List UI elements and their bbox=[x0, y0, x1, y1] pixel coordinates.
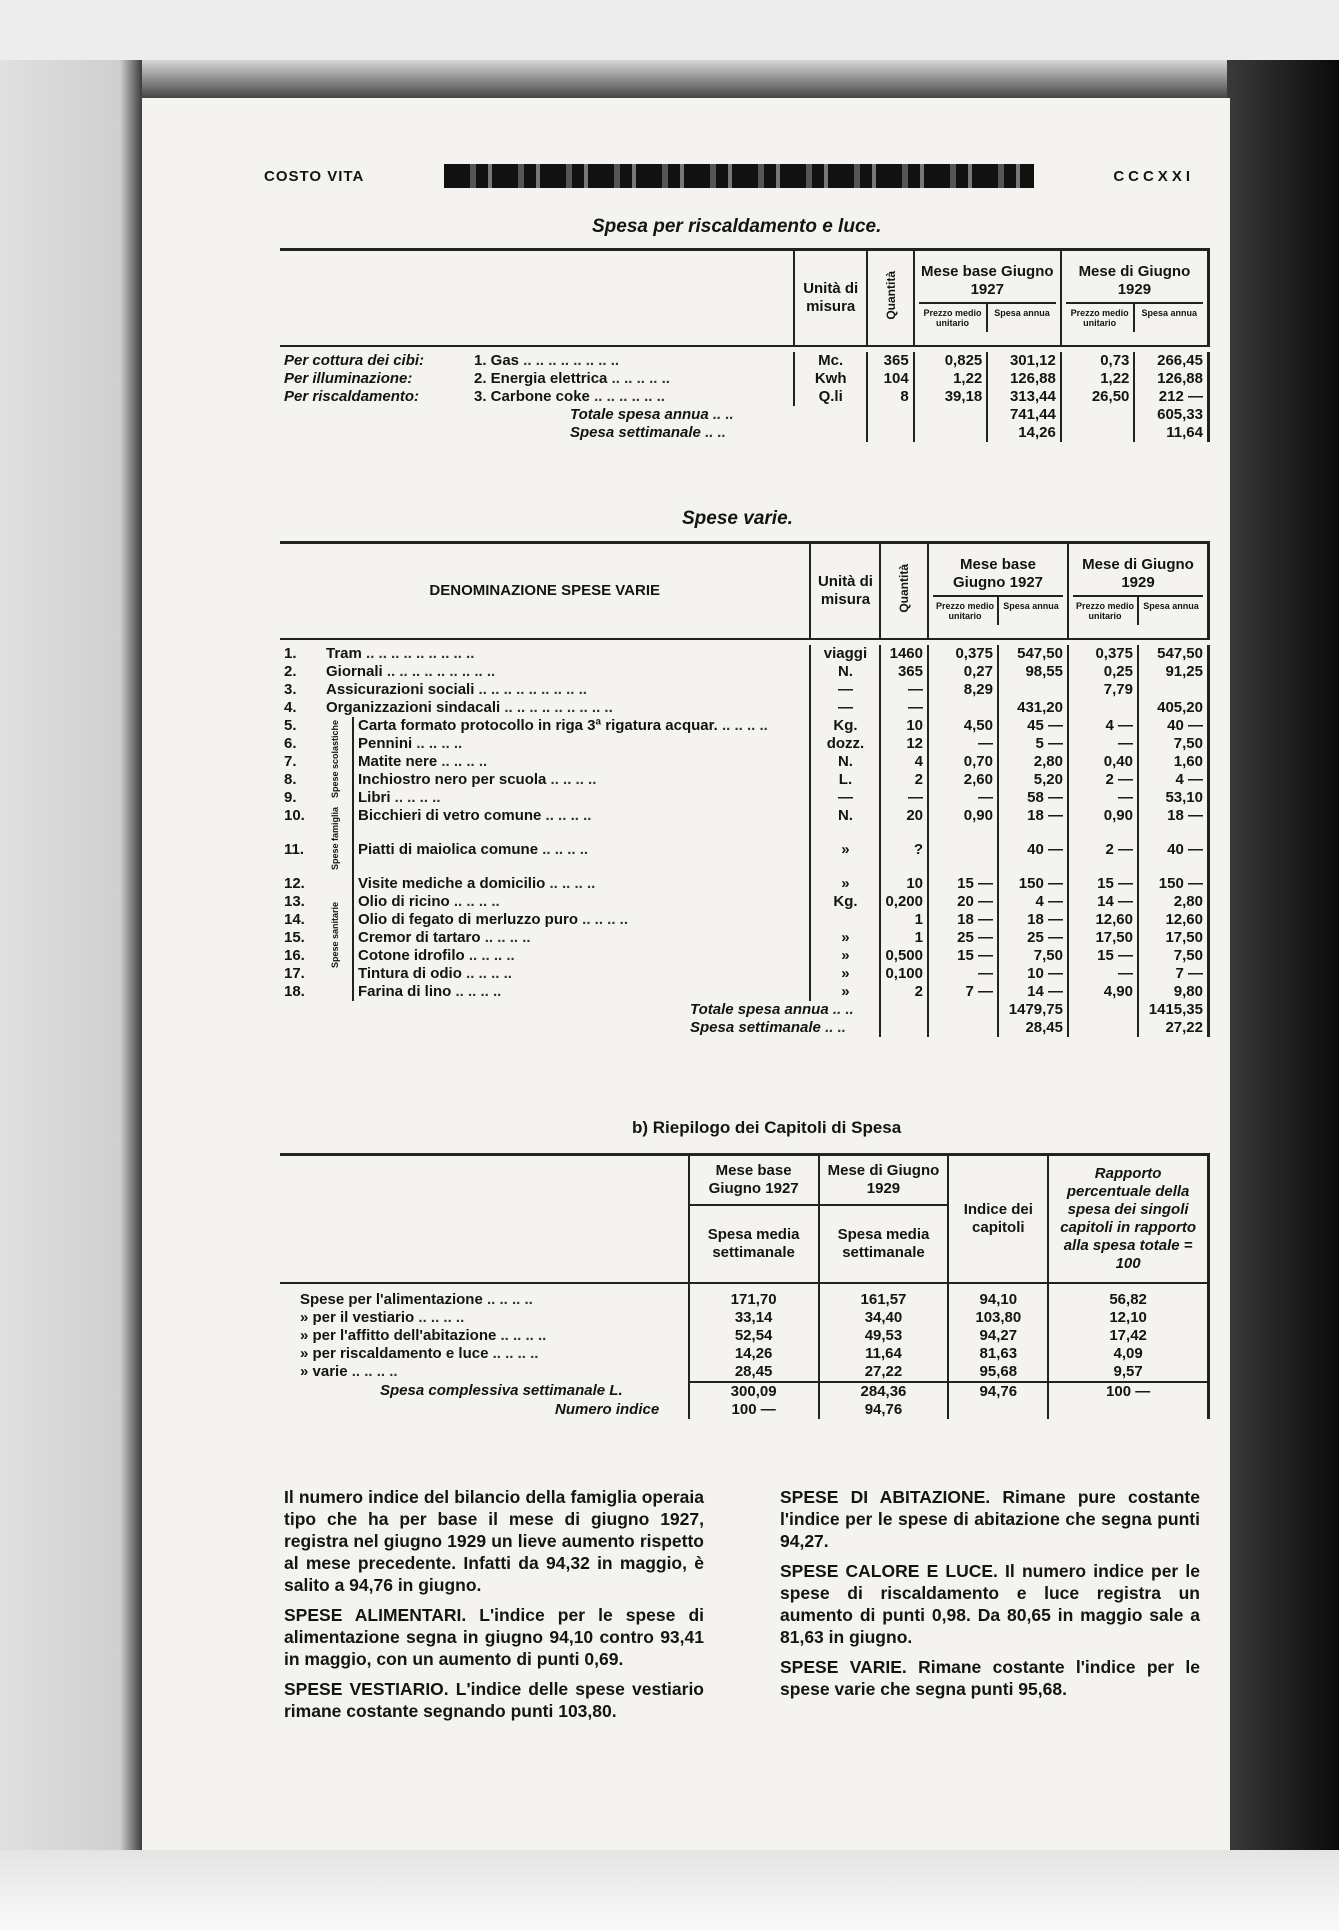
riep-index-29: 94,76 bbox=[819, 1401, 949, 1419]
varie-weekly-27: 28,45 bbox=[998, 1019, 1068, 1037]
varie-row-number: 8. bbox=[284, 770, 297, 788]
varie-row-unit: » bbox=[810, 947, 880, 965]
varie-row-s27: 10 — bbox=[998, 965, 1068, 983]
paragraph: Il numero indice del bilancio della famiglia operaia tipo che ha per base il mese di giugno 1927, registra nel giugno 1929 un lieve aumento rispetto al mese precedente. Infatti da 94,32 in maggio, è salito a 94,76 in giugno. bbox=[284, 1487, 704, 1595]
varie-row-number: 14. bbox=[284, 910, 305, 928]
riep-row-label: » per riscaldamento e luce bbox=[300, 1345, 489, 1362]
paragraph: SPESE DI ABITAZIONE. Rimane pure costante l'indice per le spese di abitazione che segna punti 94,27. bbox=[780, 1487, 1200, 1551]
varie-row-label: Inchiostro nero per scuola bbox=[358, 770, 547, 788]
heating-row-s29: 126,88 bbox=[1134, 370, 1208, 388]
varie-row-p29 bbox=[1068, 699, 1138, 717]
varie-row-label: Assicurazioni sociali bbox=[326, 680, 475, 698]
varie-row-number: 6. bbox=[284, 734, 297, 752]
varie-row-s29: 9,80 bbox=[1138, 983, 1209, 1001]
varie-row-qty: — bbox=[880, 681, 928, 699]
commentary-left bbox=[284, 1486, 704, 1730]
varie-col-annual-27: Spesa annua bbox=[1003, 601, 1059, 612]
varie-row-number: 18. bbox=[284, 982, 305, 1000]
varie-weekly-label: Spesa settimanale bbox=[690, 1018, 821, 1036]
varie-row-p27: 0,375 bbox=[928, 645, 998, 663]
varie-row-s29: 547,50 bbox=[1138, 645, 1209, 663]
heating-row-p27: 39,18 bbox=[914, 388, 988, 406]
riep-index-27: 100 — bbox=[689, 1401, 819, 1419]
heating-col-annual-29: Spesa annua bbox=[1141, 308, 1197, 319]
heating-col-unit: Unità di misura bbox=[803, 279, 859, 315]
varie-col-cur: Mese di Giugno 1929 bbox=[1073, 556, 1203, 597]
varie-row-label: Tram bbox=[326, 644, 362, 662]
varie-row-p27: 18 — bbox=[928, 911, 998, 929]
heating-row-p29: 1,22 bbox=[1061, 370, 1135, 388]
varie-row-unit: N. bbox=[810, 753, 880, 771]
varie-row-p27: — bbox=[928, 735, 998, 753]
varie-row-p29: 2 — bbox=[1068, 771, 1138, 789]
varie-row-p27: 2,60 bbox=[928, 771, 998, 789]
riep-col-base: Mese base Giugno 1927 bbox=[689, 1155, 819, 1206]
varie-row-s27: 7,50 bbox=[998, 947, 1068, 965]
varie-row-unit: — bbox=[810, 681, 880, 699]
riep-col-ratio: Rapporto percentuale della spesa dei singoli capitoli in rapporto alla spesa totale = 100 bbox=[1048, 1155, 1208, 1284]
varie-row-number: 4. bbox=[284, 698, 297, 716]
heating-row-s27: 126,88 bbox=[987, 370, 1061, 388]
varie-row: 5. Spese scolastiche Carta formato protocollo in riga 3ª rigatura acquar. .. .. .. .. Kg. 10 4,50 45 — 4 — 40 — bbox=[280, 717, 1209, 735]
varie-row-s27: 2,80 bbox=[998, 753, 1068, 771]
heating-weekly-29: 11,64 bbox=[1134, 424, 1208, 442]
varie-row-unit: Kg. bbox=[810, 717, 880, 735]
heating-row-label: 1. Gas bbox=[474, 351, 520, 369]
varie-row-qty: 2 bbox=[880, 771, 928, 789]
varie-row-s27: 98,55 bbox=[998, 663, 1068, 681]
riepilogo-rows bbox=[280, 1291, 1209, 1382]
heating-total-27: 741,44 bbox=[987, 406, 1061, 424]
header-ornament-bar bbox=[444, 164, 1034, 188]
varie-row-p29: 0,375 bbox=[1068, 645, 1138, 663]
varie-total-29: 1415,35 bbox=[1138, 1001, 1209, 1019]
varie-row-number: 7. bbox=[284, 752, 297, 770]
heating-table bbox=[280, 248, 1210, 442]
varie-row-s27 bbox=[998, 681, 1068, 699]
heating-row-qty: 104 bbox=[867, 370, 913, 388]
varie-row-number: 3. bbox=[284, 680, 297, 698]
varie-row-p29: 4 — bbox=[1068, 717, 1138, 735]
varie-row-number: 1. bbox=[284, 644, 297, 662]
varie-row-s29: 150 — bbox=[1138, 875, 1209, 893]
varie-row-p29: 0,90 bbox=[1068, 807, 1138, 841]
varie-row-label: Organizzazioni sindacali bbox=[326, 698, 501, 716]
varie-row-number: 15. bbox=[284, 928, 305, 946]
riep-index-row bbox=[280, 1401, 1209, 1419]
riepilogo-table bbox=[280, 1153, 1210, 1419]
header-section-title: COSTO VITA bbox=[264, 168, 365, 185]
varie-row-number: 11. bbox=[284, 840, 305, 858]
riep-row-idx: 95,68 bbox=[948, 1363, 1048, 1382]
varie-group-label: Spese famiglia bbox=[330, 806, 340, 870]
heating-row-s27: 301,12 bbox=[987, 352, 1061, 370]
varie-row-s27: 18 — bbox=[998, 911, 1068, 929]
heating-row-qty: 8 bbox=[867, 388, 913, 406]
varie-row: 17. Tintura di odio .. .. .. .. » 0,100 — 10 — — 7 — bbox=[280, 965, 1209, 983]
varie-row-s29: 40 — bbox=[1138, 717, 1209, 735]
varie-row-p27: 4,50 bbox=[928, 717, 998, 735]
varie-row-s29: 53,10 bbox=[1138, 789, 1209, 807]
varie-row-s27: 431,20 bbox=[998, 699, 1068, 717]
varie-row-p29: — bbox=[1068, 789, 1138, 807]
heating-weekly-row: Spesa settimanale .. .. 14,26 11,64 bbox=[280, 424, 1209, 442]
varie-col-qty: Quantità bbox=[897, 563, 912, 613]
riep-col-index: Indice dei capitoli bbox=[948, 1155, 1048, 1284]
riep-row: » per riscaldamento e luce .. .. .. .. 14,26 11,64 81,63 4,09 bbox=[280, 1345, 1209, 1363]
varie-row-s29: 2,80 bbox=[1138, 893, 1209, 911]
riep-total-29: 284,36 bbox=[819, 1382, 949, 1401]
varie-row: 18. Farina di lino .. .. .. .. » 2 7 — 14 — 4,90 9,80 bbox=[280, 983, 1209, 1001]
varie-row-unit: dozz. bbox=[810, 735, 880, 753]
varie-row-qty: 365 bbox=[880, 663, 928, 681]
varie-row-number: 12. bbox=[284, 874, 305, 892]
varie-row-qty: 0,500 bbox=[880, 947, 928, 965]
varie-row-qty: ? bbox=[880, 841, 928, 875]
varie-row-s27: 14 — bbox=[998, 983, 1068, 1001]
heating-row-p27: 1,22 bbox=[914, 370, 988, 388]
varie-total-row: Totale spesa annua .. .. 1479,75 1415,35 bbox=[280, 1001, 1209, 1019]
varie-row-qty: 12 bbox=[880, 735, 928, 753]
riep-total-idx: 94,76 bbox=[948, 1382, 1048, 1401]
riep-row-w27: 28,45 bbox=[689, 1363, 819, 1382]
varie-row-number: 13. bbox=[284, 892, 305, 910]
varie-row-unit: — bbox=[810, 789, 880, 807]
varie-row-label: Cotone idrofilo bbox=[358, 946, 465, 964]
varie-row-unit: N. bbox=[810, 663, 880, 681]
riep-row-label: » varie bbox=[300, 1363, 348, 1380]
varie-row-p29: 12,60 bbox=[1068, 911, 1138, 929]
varie-row: 2. Giornali .. .. .. .. .. .. .. .. .. N. 365 0,27 98,55 0,25 91,25 bbox=[280, 663, 1209, 681]
riep-total-row bbox=[280, 1382, 1209, 1401]
varie-weekly-row: Spesa settimanale .. .. 28,45 27,22 bbox=[280, 1019, 1209, 1037]
varie-row-label: Libri bbox=[358, 788, 391, 806]
riep-row-label: » per l'affitto dell'abitazione bbox=[300, 1327, 497, 1344]
varie-row-p27: 0,27 bbox=[928, 663, 998, 681]
heating-row-unit: Q.li bbox=[794, 388, 868, 406]
scan-margin-right bbox=[1227, 60, 1339, 1931]
varie-row-qty: 2 bbox=[880, 983, 928, 1001]
heating-col-qty: Quantità bbox=[883, 270, 898, 320]
paragraph: SPESE CALORE E LUCE. Il numero indice per le spese di riscaldamento e luce registra un aumento di punti 0,98. Da 80,65 in maggio sale a 81,63 in giugno. bbox=[780, 1561, 1200, 1647]
riep-row: » per il vestiario .. .. .. .. 33,14 34,40 103,80 12,10 bbox=[280, 1309, 1209, 1327]
riep-total-label: Spesa complessiva settimanale L. bbox=[380, 1382, 623, 1399]
varie-row-s27: 547,50 bbox=[998, 645, 1068, 663]
varie-row-unit: viaggi bbox=[810, 645, 880, 663]
riep-row: » varie .. .. .. .. 28,45 27,22 95,68 9,57 bbox=[280, 1363, 1209, 1382]
heating-total-row: Totale spesa annua .. .. 741,44 605,33 bbox=[280, 406, 1209, 424]
varie-row-s29: 7 — bbox=[1138, 965, 1209, 983]
varie-row-p27: — bbox=[928, 789, 998, 807]
varie-row: 15. Cremor di tartaro .. .. .. .. » 1 25 — 25 — 17,50 17,50 bbox=[280, 929, 1209, 947]
varie-row-p29: 15 — bbox=[1068, 947, 1138, 965]
varie-row: 14. Olio di fegato di merluzzo puro .. .. .. .. 1 18 — 18 — 12,60 12,60 bbox=[280, 911, 1209, 929]
varie-row-qty: — bbox=[880, 699, 928, 717]
varie-row-label: Tintura di odio bbox=[358, 964, 462, 982]
heating-row-s29: 212 — bbox=[1134, 388, 1208, 406]
varie-row: 10. Spese famiglia Bicchieri di vetro comune .. .. .. .. N. 20 0,90 18 — 0,90 18 — bbox=[280, 807, 1209, 841]
varie-col-unit: Unità di misura bbox=[817, 572, 873, 608]
varie-row-s27: 58 — bbox=[998, 789, 1068, 807]
varie-row-qty: — bbox=[880, 789, 928, 807]
riep-row-w29: 11,64 bbox=[819, 1345, 949, 1363]
heating-total-label: Totale spesa annua bbox=[570, 405, 709, 423]
heating-row-qty: 365 bbox=[867, 352, 913, 370]
varie-row-number: 9. bbox=[284, 788, 297, 806]
varie-row-qty: 4 bbox=[880, 753, 928, 771]
varie-row-unit: » bbox=[810, 983, 880, 1001]
riep-col-media-27: Spesa media settimanale bbox=[689, 1205, 819, 1283]
riep-row: Spese per l'alimentazione .. .. .. .. 171,70 161,57 94,10 56,82 bbox=[280, 1291, 1209, 1309]
heating-row: Per illuminazione: 2. Energia elettrica .. .. .. .. .. Kwh 104 1,22 126,88 1,22 126,88 bbox=[280, 370, 1209, 388]
varie-row-p29: 15 — bbox=[1068, 875, 1138, 893]
varie-row-unit: » bbox=[810, 875, 880, 893]
riep-row-w29: 27,22 bbox=[819, 1363, 949, 1382]
varie-row-p29: 4,90 bbox=[1068, 983, 1138, 1001]
varie-row-number: 10. bbox=[284, 806, 305, 824]
varie-row-unit: L. bbox=[810, 771, 880, 789]
varie-row-p29: 7,79 bbox=[1068, 681, 1138, 699]
heating-row-p29: 26,50 bbox=[1061, 388, 1135, 406]
varie-row-unit: » bbox=[810, 841, 880, 875]
varie-weekly-29: 27,22 bbox=[1138, 1019, 1209, 1037]
varie-row-s29: 91,25 bbox=[1138, 663, 1209, 681]
varie-total-label: Totale spesa annua bbox=[690, 1000, 829, 1018]
varie-row-s29: 405,20 bbox=[1138, 699, 1209, 717]
varie-row-s27: 45 — bbox=[998, 717, 1068, 735]
riep-index-label: Numero indice bbox=[555, 1401, 660, 1418]
heating-row-group: Per illuminazione: bbox=[284, 369, 413, 387]
scan-margin-bottom bbox=[0, 1850, 1339, 1931]
varie-row-qty: 0,100 bbox=[880, 965, 928, 983]
riep-total-pct: 100 — bbox=[1048, 1382, 1208, 1401]
varie-row-qty: 1 bbox=[880, 929, 928, 947]
heating-row-group: Per riscaldamento: bbox=[284, 387, 420, 405]
varie-row-p29: 0,25 bbox=[1068, 663, 1138, 681]
varie-row-s27: 5 — bbox=[998, 735, 1068, 753]
varie-row-unit: — bbox=[810, 699, 880, 717]
varie-row-p29: — bbox=[1068, 735, 1138, 753]
heating-row-s29: 266,45 bbox=[1134, 352, 1208, 370]
varie-row-number: 2. bbox=[284, 662, 297, 680]
varie-row-s27: 40 — bbox=[998, 841, 1068, 875]
varie-row-number: 17. bbox=[284, 964, 305, 982]
riep-row-idx: 94,27 bbox=[948, 1327, 1048, 1345]
riep-row-idx: 94,10 bbox=[948, 1291, 1048, 1309]
varie-row: 4. Organizzazioni sindacali .. .. .. .. .. .. .. .. .. — — 431,20 405,20 bbox=[280, 699, 1209, 717]
riep-row-pct: 17,42 bbox=[1048, 1327, 1208, 1345]
varie-row-s29: 12,60 bbox=[1138, 911, 1209, 929]
heating-row-s27: 313,44 bbox=[987, 388, 1061, 406]
heating-col-cur: Mese di Giugno 1929 bbox=[1066, 263, 1203, 304]
heating-weekly-label: Spesa settimanale bbox=[570, 423, 701, 441]
varie-row-p27: — bbox=[928, 965, 998, 983]
riep-row-idx: 81,63 bbox=[948, 1345, 1048, 1363]
varie-row-qty: 1460 bbox=[880, 645, 928, 663]
paragraph: SPESE VESTIARIO. L'indice delle spese vestiario rimane costante segnando punti 103,80. bbox=[284, 1679, 704, 1721]
varie-row-qty: 20 bbox=[880, 807, 928, 841]
varie-row-s29: 40 — bbox=[1138, 841, 1209, 875]
varie-row-label: Carta formato protocollo in riga 3ª rigatura acquar. bbox=[358, 716, 718, 734]
varie-row: 8. Inchiostro nero per scuola .. .. .. .. L. 2 2,60 5,20 2 — 4 — bbox=[280, 771, 1209, 789]
riep-row-w27: 52,54 bbox=[689, 1327, 819, 1345]
varie-row-s29: 7,50 bbox=[1138, 735, 1209, 753]
varie-row-p27: 25 — bbox=[928, 929, 998, 947]
varie-row-qty: 1 bbox=[880, 911, 928, 929]
heating-col-base: Mese base Giugno 1927 bbox=[919, 263, 1056, 304]
riep-row-w27: 171,70 bbox=[689, 1291, 819, 1309]
varie-row: 12. Spese sanitarie Visite mediche a domicilio .. .. .. .. » 10 15 — 150 — 15 — 150 — bbox=[280, 875, 1209, 893]
varie-row: 3. Assicurazioni sociali .. .. .. .. .. .. .. .. .. — — 8,29 7,79 bbox=[280, 681, 1209, 699]
varie-row-label: Olio di ricino bbox=[358, 892, 450, 910]
heating-title: Spesa per riscaldamento e luce. bbox=[592, 216, 882, 237]
varie-row: 6. Pennini .. .. .. .. dozz. 12 — 5 — — 7,50 bbox=[280, 735, 1209, 753]
varie-row-p27: 0,70 bbox=[928, 753, 998, 771]
heating-row-p27: 0,825 bbox=[914, 352, 988, 370]
varie-row-label: Visite mediche a domicilio bbox=[358, 874, 546, 892]
varie-row-s27: 18 — bbox=[998, 807, 1068, 841]
heating-row-group: Per cottura dei cibi: bbox=[284, 351, 425, 369]
varie-rows bbox=[280, 645, 1209, 1001]
varie-row-p27: 0,90 bbox=[928, 807, 998, 841]
varie-row-label: Pennini bbox=[358, 734, 413, 752]
scan-margin-left bbox=[0, 60, 142, 1931]
riep-col-media-29: Spesa media settimanale bbox=[819, 1205, 949, 1283]
riep-col-cur: Mese di Giugno 1929 bbox=[819, 1155, 949, 1206]
varie-row-label: Piatti di maiolica comune bbox=[358, 840, 539, 858]
varie-row-p29: 0,40 bbox=[1068, 753, 1138, 771]
varie-row-p27: 8,29 bbox=[928, 681, 998, 699]
riep-row-pct: 4,09 bbox=[1048, 1345, 1208, 1363]
varie-row-s29: 17,50 bbox=[1138, 929, 1209, 947]
varie-row-s27: 4 — bbox=[998, 893, 1068, 911]
varie-row-p27 bbox=[928, 699, 998, 717]
varie-row-label: Cremor di tartaro bbox=[358, 928, 481, 946]
varie-col-name: DENOMINAZIONE SPESE VARIE bbox=[429, 581, 661, 599]
riep-row-pct: 9,57 bbox=[1048, 1363, 1208, 1382]
heating-row-label: 2. Energia elettrica bbox=[474, 369, 608, 387]
heating-col-price-27: Prezzo medio unitario bbox=[919, 304, 989, 332]
varie-row-unit bbox=[810, 911, 880, 929]
varie-row-s29: 1,60 bbox=[1138, 753, 1209, 771]
varie-table bbox=[280, 541, 1210, 1037]
heating-col-price-29: Prezzo medio unitario bbox=[1066, 304, 1136, 332]
varie-col-price-27: Prezzo medio unitario bbox=[933, 597, 999, 625]
varie-row-number: 16. bbox=[284, 946, 305, 964]
varie-row-unit: » bbox=[810, 929, 880, 947]
varie-row-qty: 0,200 bbox=[880, 893, 928, 911]
varie-row-qty: 10 bbox=[880, 717, 928, 735]
varie-row: 1. Tram .. .. .. .. .. .. .. .. .. viaggi 1460 0,375 547,50 0,375 547,50 bbox=[280, 645, 1209, 663]
varie-row-unit: Kg. bbox=[810, 893, 880, 911]
varie-row-p29: 2 — bbox=[1068, 841, 1138, 875]
varie-row-p29: — bbox=[1068, 965, 1138, 983]
varie-row-p29: 14 — bbox=[1068, 893, 1138, 911]
varie-row: 9. Libri .. .. .. .. — — — 58 — — 53,10 bbox=[280, 789, 1209, 807]
heating-total-29: 605,33 bbox=[1134, 406, 1208, 424]
varie-col-annual-29: Spesa annua bbox=[1143, 601, 1199, 612]
varie-group-label: Spese scolastiche bbox=[330, 719, 340, 799]
heating-row-p29: 0,73 bbox=[1061, 352, 1135, 370]
varie-row-qty: 10 bbox=[880, 875, 928, 893]
riep-row-w29: 49,53 bbox=[819, 1327, 949, 1345]
varie-row-s29: 7,50 bbox=[1138, 947, 1209, 965]
varie-row-label: Matite nere bbox=[358, 752, 438, 770]
riep-total-27: 300,09 bbox=[689, 1382, 819, 1401]
varie-row-p27 bbox=[928, 841, 998, 875]
scan-margin-top bbox=[0, 0, 1339, 60]
varie-row-p27: 15 — bbox=[928, 947, 998, 965]
heating-col-annual-27: Spesa annua bbox=[994, 308, 1050, 319]
riep-row-w29: 34,40 bbox=[819, 1309, 949, 1327]
page-number: CCCXXI bbox=[1113, 168, 1194, 185]
heating-weekly-27: 14,26 bbox=[987, 424, 1061, 442]
varie-row-s29: 4 — bbox=[1138, 771, 1209, 789]
varie-row-label: Giornali bbox=[326, 662, 383, 680]
riep-row-pct: 12,10 bbox=[1048, 1309, 1208, 1327]
varie-col-price-29: Prezzo medio unitario bbox=[1073, 597, 1139, 625]
riep-row-label: » per il vestiario bbox=[300, 1309, 415, 1326]
varie-total-27: 1479,75 bbox=[998, 1001, 1068, 1019]
varie-row-unit: » bbox=[810, 965, 880, 983]
varie-row-s29 bbox=[1138, 681, 1209, 699]
heating-row-label: 3. Carbone coke bbox=[474, 387, 590, 405]
varie-row-unit: N. bbox=[810, 807, 880, 841]
varie-row: 7. Matite nere .. .. .. .. N. 4 0,70 2,80 0,40 1,60 bbox=[280, 753, 1209, 771]
varie-row-label: Farina di lino bbox=[358, 982, 452, 1000]
paragraph: SPESE VARIE. Rimane costante l'indice per le spese varie che segna punti 95,68. bbox=[780, 1657, 1200, 1699]
varie-group-label: Spese sanitarie bbox=[330, 902, 340, 969]
varie-row-s27: 5,20 bbox=[998, 771, 1068, 789]
riep-row-idx: 103,80 bbox=[948, 1309, 1048, 1327]
varie-title: Spese varie. bbox=[682, 508, 793, 529]
varie-row: 11. Piatti di maiolica comune .. .. .. .. » ? 40 — 2 — 40 — bbox=[280, 841, 1209, 875]
varie-row-number: 5. bbox=[284, 716, 297, 734]
heating-row-unit: Kwh bbox=[794, 370, 868, 388]
riepilogo-title: b) Riepilogo dei Capitoli di Spesa bbox=[632, 1118, 902, 1137]
varie-row-p27: 20 — bbox=[928, 893, 998, 911]
varie-row-s27: 150 — bbox=[998, 875, 1068, 893]
heating-row: Per cottura dei cibi: 1. Gas .. .. .. .. .. .. .. .. Mc. 365 0,825 301,12 0,73 266,45 bbox=[280, 352, 1209, 370]
varie-col-base: Mese base Giugno 1927 bbox=[933, 556, 1063, 597]
riep-row-label: Spese per l'alimentazione bbox=[300, 1291, 483, 1308]
commentary-right bbox=[780, 1486, 1200, 1708]
varie-row-label: Bicchieri di vetro comune bbox=[358, 806, 542, 824]
varie-row-label: Olio di fegato di merluzzo puro bbox=[358, 910, 578, 928]
page-header bbox=[264, 164, 1194, 188]
varie-row-s29: 18 — bbox=[1138, 807, 1209, 841]
heating-row: Per riscaldamento: 3. Carbone coke .. .. .. .. .. .. Q.li 8 39,18 313,44 26,50 212 — bbox=[280, 388, 1209, 406]
varie-row-p27: 7 — bbox=[928, 983, 998, 1001]
varie-row-p29: 17,50 bbox=[1068, 929, 1138, 947]
riep-row-pct: 56,82 bbox=[1048, 1291, 1208, 1309]
riep-row-w27: 33,14 bbox=[689, 1309, 819, 1327]
paragraph: SPESE ALIMENTARI. L'indice per le spese di alimentazione segna in giugno 94,10 contro 93,41 in maggio, con un aumento di punti 0,69. bbox=[284, 1605, 704, 1669]
varie-row: 13. Olio di ricino .. .. .. .. Kg. 0,200 20 — 4 — 14 — 2,80 bbox=[280, 893, 1209, 911]
heating-row-unit: Mc. bbox=[794, 352, 868, 370]
riep-row: » per l'affitto dell'abitazione .. .. .. .. 52,54 49,53 94,27 17,42 bbox=[280, 1327, 1209, 1345]
document-page bbox=[142, 98, 1230, 1850]
varie-row: 16. Cotone idrofilo .. .. .. .. » 0,500 15 — 7,50 15 — 7,50 bbox=[280, 947, 1209, 965]
riep-row-w29: 161,57 bbox=[819, 1291, 949, 1309]
varie-row-s27: 25 — bbox=[998, 929, 1068, 947]
varie-row-p27: 15 — bbox=[928, 875, 998, 893]
riep-row-w27: 14,26 bbox=[689, 1345, 819, 1363]
